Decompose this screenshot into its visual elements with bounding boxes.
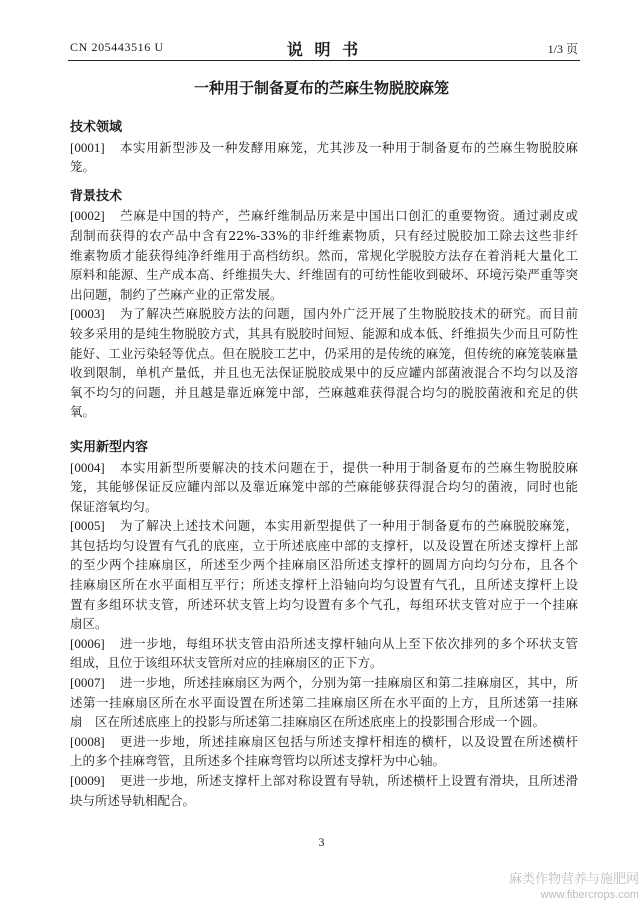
paragraph-line: 挂麻扇区所在水平面相互平行；所述支撑杆上沿轴向均匀设置有气孔，且所述支撑杆上设 — [70, 577, 578, 593]
paragraph-first-line — [70, 673, 578, 693]
paragraph-line: 组成，且位于该组环状支管所对应的挂麻扇区的正下方。 — [70, 655, 383, 671]
paragraph-line: 述第一挂麻扇区所在水平面设置在所述第二挂麻扇区所在水平面的上方，且所述第一挂麻 — [70, 694, 578, 710]
paragraph-first-line — [70, 771, 578, 791]
paragraph-line: 苎麻是中国的特产，苎麻纤维制品历来是中国出口创汇的重要物资。通过剥皮或 — [120, 208, 578, 224]
paragraph-line: 块与所述导轨相配合。 — [70, 792, 196, 808]
paragraph — [70, 516, 578, 634]
paragraph — [70, 732, 578, 771]
paragraph-line: 扇 区在所述底座上的投影与所述第二挂麻扇区在所述底座上的投影围合形成一个圆。 — [70, 714, 546, 730]
paragraph-line: 本实用新型所要解决的技术问题在于，提供一种用于制备夏布的苎麻生物脱胶麻 — [120, 459, 578, 475]
paragraph — [70, 138, 578, 177]
paragraph-line: 为了解决上述技术问题，本实用新型提供了一种用于制备夏布的苎麻脱胶麻笼， — [120, 518, 578, 534]
paragraph-line: 进一步地，所述挂麻扇区为两个，分别为第一挂麻扇区和第二挂麻扇区，其中，所 — [120, 675, 578, 691]
section-heading: 实用新型内容 — [70, 439, 149, 455]
paragraph-line: 上的多个挂麻弯管，且所述多个挂麻弯管均以所述支撑杆为中心轴。 — [70, 753, 446, 769]
header-rule — [68, 60, 580, 61]
paragraph-first-line — [70, 634, 578, 654]
paragraph-first-line — [70, 138, 578, 158]
patent-number: CN 205443516 U — [70, 40, 164, 54]
paragraph-line: 笼，其能够保证反应罐内部以及靠近麻笼中部的苎麻能够获得混合均匀的菌液，同时也能 — [70, 479, 578, 495]
paragraph-line: 其包括均匀设置有气孔的底座，立于所述底座中部的支撑杆，以及设置在所述支撑杆上部 — [70, 537, 578, 553]
paragraph-line: 为了解决苎麻脱胶方法的问题，国内外广泛开展了生物脱胶技术的研究。而目前 — [120, 306, 578, 322]
paragraph-number: [0004] — [70, 459, 105, 475]
paragraph — [70, 458, 578, 517]
paragraph-first-line — [70, 458, 578, 478]
section-utility-model-content — [70, 438, 578, 810]
paragraph — [70, 673, 578, 732]
paragraph-line: 较多采用的是纯生物脱胶方式，其具有脱胶时间短、能源和成本低、纤维损失少而且可防性 — [70, 325, 578, 341]
watermark-site-name: 麻类作物营养与施肥网 — [508, 872, 639, 887]
paragraph — [70, 206, 578, 304]
paragraph-line: 的至少两个挂麻扇区，所述至少两个挂麻扇区沿所述支撑杆的圆周方向均匀分布，且各个 — [70, 557, 578, 573]
paragraph-first-line — [70, 304, 578, 324]
paragraph-line: 笼。 — [70, 159, 96, 175]
paragraph-line: 扇区。 — [70, 616, 108, 632]
paragraph-number: [0006] — [70, 635, 105, 651]
paragraph-line: 原料和能源、生产成本高、纤维损失大、纤维固有的可纺性能收到破坏、环境污染严重等突 — [70, 267, 578, 283]
paragraph-line: 刮制而获得的农产品中含有22%-33%的非纤维素物质，只有经过脱胶加工除去这些非纤 — [70, 227, 578, 243]
watermark — [509, 872, 639, 902]
paragraph-number: [0009] — [70, 773, 105, 788]
watermark-url: www.fibercrops.com — [540, 889, 639, 901]
paragraph-number: [0001] — [70, 139, 105, 155]
paragraph-line: 维素物质才能获得纯净纤维用于高档纺织。然而，常规化学脱胶方法存在着消耗大量化工 — [70, 247, 578, 263]
paragraph-line: 更进一步地，所述支撑杆上部对称设置有导轨，所述横杆上设置有滑块，且所述滑 — [120, 773, 578, 788]
section-background — [70, 187, 578, 422]
paragraph-number: [0003] — [70, 306, 105, 322]
paragraph-first-line — [70, 516, 578, 536]
paragraph-line: 氧。 — [70, 404, 96, 420]
paragraph-line: 收到限制，单机产量低，并且也无法保证脱胶成果中的反应罐内部菌液混合不均匀以及溶 — [70, 365, 578, 381]
paragraph-line: 能好、工业污染轻等优点。但在脱胶工艺中，仍采用的是传统的麻笼，但传统的麻笼装麻量 — [70, 345, 578, 361]
paragraph-line: 进一步地，每组环状支管由沿所述支撑杆轴向从上至下依次排列的多个环状支管 — [120, 635, 578, 651]
section-technical-field — [70, 118, 578, 177]
paragraph-number: [0005] — [70, 518, 105, 534]
document-title: 一种用于制备夏布的苎麻生物脱胶麻笼 — [193, 79, 449, 97]
paragraph-first-line — [70, 206, 578, 226]
paragraph-line: 氧不均匀的问题，并且越是靠近麻笼中部，苎麻越难获得混合均匀的脱胶菌液和充足的供 — [70, 384, 578, 400]
paragraph-line: 置有多组环状支管，所述环状支管上均匀设置有多个气孔，每组环状支管对应于一个挂麻 — [70, 596, 578, 612]
paragraph-line: 更进一步地，所述挂麻扇区包括与所述支撑杆相连的横杆，以及设置在所述横杆 — [120, 733, 578, 749]
paragraph — [70, 771, 578, 810]
page-header — [70, 37, 578, 59]
paragraph-number: [0007] — [70, 675, 105, 691]
document-type: 说 明 书 — [286, 40, 362, 59]
paragraph — [70, 304, 578, 422]
paragraph-line: 保证溶氧均匀。 — [70, 498, 158, 514]
section-heading: 背景技术 — [70, 188, 123, 204]
paragraph-number: [0008] — [70, 733, 105, 749]
paragraph — [70, 634, 578, 673]
section-heading: 技术领域 — [70, 120, 123, 135]
document-body — [70, 118, 578, 810]
paragraph-line: 出问题，制约了苎麻产业的正常发展。 — [70, 286, 283, 302]
paragraph-first-line — [70, 732, 578, 752]
page-number: 3 — [318, 835, 325, 849]
paragraph-number: [0002] — [70, 208, 105, 224]
page-indicator: 1/3 页 — [547, 42, 578, 56]
paragraph-line: 本实用新型涉及一种发酵用麻笼，尤其涉及一种用于制备夏布的苎麻生物脱胶麻 — [120, 139, 578, 155]
